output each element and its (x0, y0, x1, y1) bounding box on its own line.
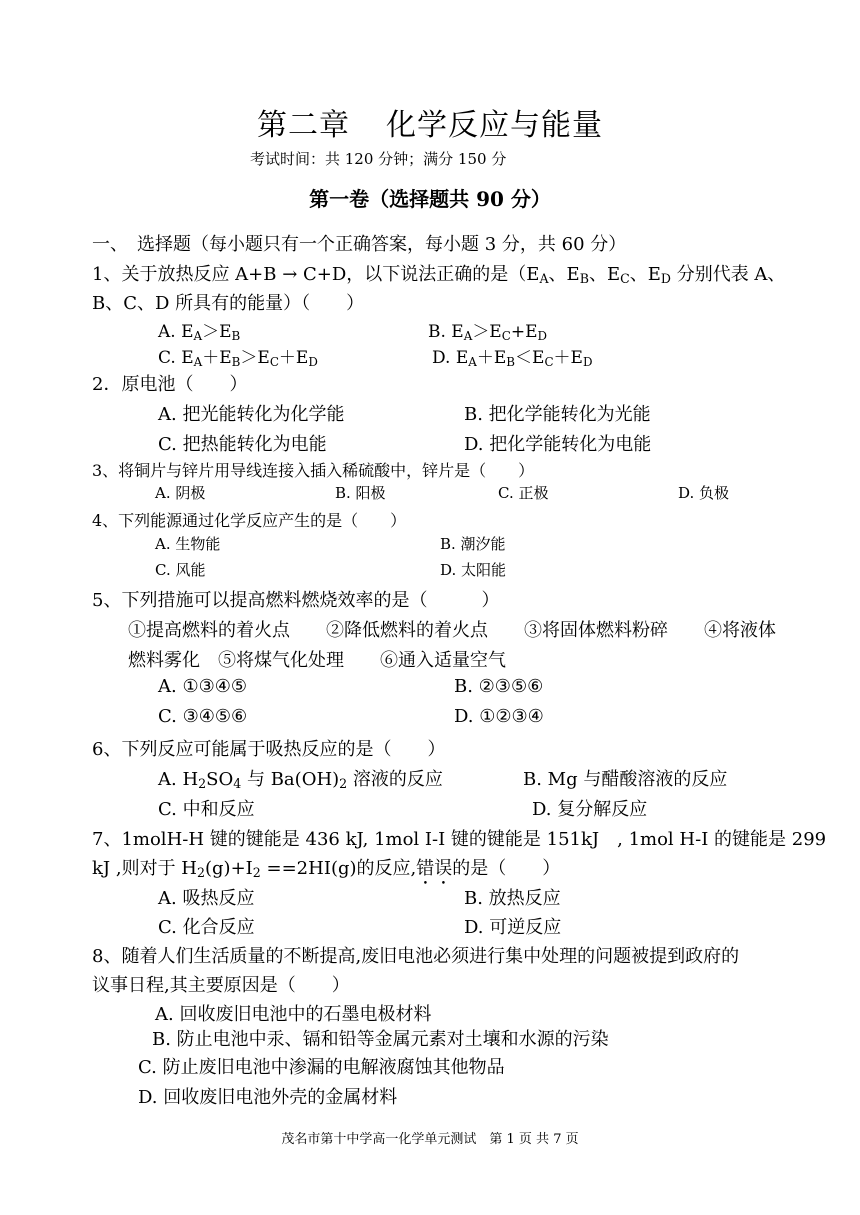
q1-option-a: A. $E_A>E_B$ (158, 322, 241, 343)
q3-stem: 3、将铜片与锌片用导线连接入插入稀硫酸中，锌片是（ ） (92, 461, 535, 480)
q5-items-line2: 燃料雾化 ⑤将煤气化处理 ⑥通入适量空气 (128, 650, 506, 671)
q8-stem-line1: 8、随着人们生活质量的不断提高,废旧电池必须进行集中处理的问题被提到政府的 (92, 946, 740, 967)
volume-title: 第一卷（选择题共 90 分） (309, 187, 551, 211)
q5-option-b: B. ②③⑤⑥ (454, 676, 544, 697)
q5-stem: 5、下列措施可以提高燃料燃烧效率的是（ ） (92, 590, 500, 611)
q7-option-b: B. 放热反应 (464, 888, 561, 909)
page-title (0, 100, 860, 144)
q7-option-d: D. 可逆反应 (464, 917, 562, 938)
q7-option-c: C. 化合反应 (158, 917, 255, 938)
title-topic: 化学反应与能量 (386, 108, 603, 143)
q8-stem-line2: 议事日程,其主要原因是（ ） (92, 975, 350, 996)
q3-option-c: C. 正极 (498, 484, 549, 502)
q5-items-line1: ①提高燃料的着火点 ②降低燃料的着火点 ③将固体燃料粉碎 ④将液体 (128, 620, 776, 641)
section-heading: 一、 选择题（每小题只有一个正确答案，每小题 3 分，共 60 分） (92, 234, 627, 255)
q7-option-a: A. 吸热反应 (158, 888, 255, 909)
q6-option-d: D. 复分解反应 (532, 799, 648, 820)
q6-option-c: C. 中和反应 (158, 799, 255, 820)
q3-option-b: B. 阳极 (335, 484, 386, 502)
q3-option-a: A. 阴极 (155, 484, 206, 502)
q2-option-d: D. 把化学能转化为电能 (464, 434, 652, 455)
q4-option-d: D. 太阳能 (440, 561, 507, 579)
q8-option-b: B. 防止电池中汞、镉和铅等金属元素对土壤和水源的污染 (152, 1029, 609, 1050)
exam-info: 考试时间：共 120 分钟；满分 150 分 (250, 150, 507, 168)
q6-option-a: A. $H_2SO_4$ 与 $Ba(OH)_2$ 溶液的反应 (158, 769, 443, 792)
q4-option-a: A. 生物能 (155, 535, 221, 553)
q4-stem: 4、下列能源通过化学反应产生的是（ ） (92, 511, 407, 530)
q7-stem-line1: 7、1molH-H 键的键能是 436 kJ, 1mol I-I 键的键能是 151kJ , 1mol H-I 的键能是 299 (92, 829, 827, 850)
q1-option-b: B. $E_A>E_C+E_D$ (428, 322, 548, 343)
q2-option-a: A. 把光能转化为化学能 (158, 404, 345, 425)
q5-option-d: D. ①②③④ (454, 706, 544, 727)
emphasis-wrong: 错误 (416, 858, 453, 879)
q5-option-c: C. ③④⑤⑥ (158, 706, 248, 727)
q6-option-b: B. Mg 与醋酸溶液的反应 (523, 769, 728, 790)
q6-stem: 6、下列反应可能属于吸热反应的是（ ） (92, 739, 446, 760)
q8-option-a: A. 回收废旧电池中的石墨电极材料 (155, 1004, 432, 1025)
q8-option-c: C. 防止废旧电池中渗漏的电解液腐蚀其他物品 (138, 1057, 505, 1078)
q1-stem-line2: B、C、D 所具有的能量）（ ） (92, 293, 365, 314)
page-footer: 茂名市第十中学高一化学单元测试 第 1 页 共 7 页 (281, 1132, 579, 1147)
q1-option-d: D. $E_A+E_B<E_C+E_D$ (432, 348, 593, 369)
q2-option-c: C. 把热能转化为电能 (158, 434, 327, 455)
q4-option-b: B. 潮汐能 (440, 535, 506, 553)
q2-stem: 2．原电池（ ） (92, 374, 248, 395)
q8-option-d: D. 回收废旧电池外壳的金属材料 (138, 1087, 398, 1108)
q3-option-d: D. 负极 (678, 484, 730, 502)
q1-stem-line1: 1、关于放热反应 A+B → C+D，以下说法正确的是（$E_A$、$E_B$、$E_C$、$E_D$ 分别代表 A、 (92, 264, 786, 287)
title-chapter: 第二章 (257, 108, 350, 143)
q5-option-a: A. ①③④⑤ (158, 676, 247, 697)
q1-option-c: C. $E_A+E_B>E_C+E_D$ (158, 348, 318, 369)
q4-option-c: C. 风能 (155, 561, 206, 579)
q2-option-b: B. 把化学能转化为光能 (464, 404, 651, 425)
q7-stem-line2: kJ ,则对于 $H_2(g)+I_2 ==2HI(g)$的反应,错误的是（ ） (92, 858, 561, 881)
